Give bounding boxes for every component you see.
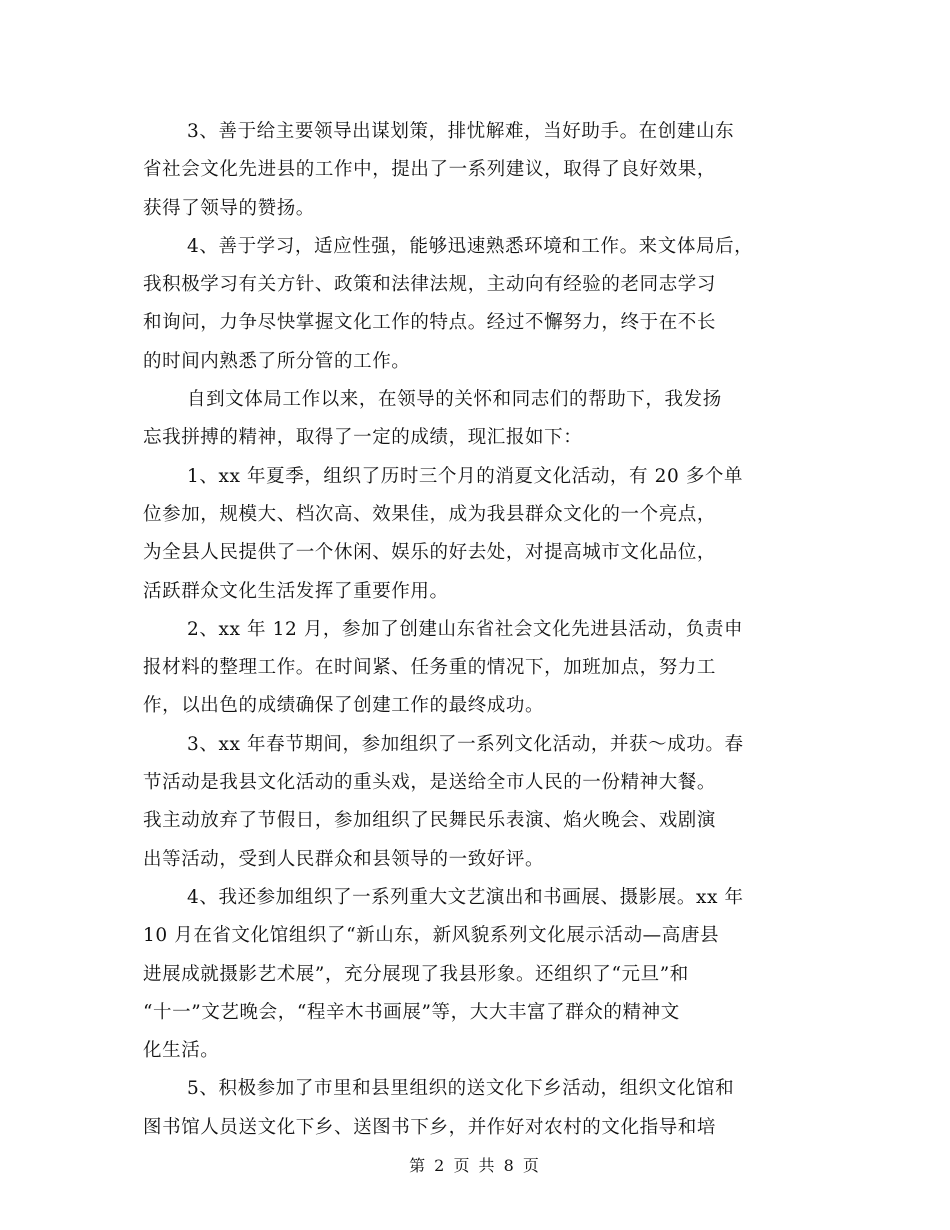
text-line: 3、xx 年春节期间，参加组织了一系列文化活动，并获～成功。春 xyxy=(187,733,744,755)
paragraph xyxy=(143,458,808,611)
text-line: 和询问，力争尽快掌握文化工作的特点。经过不懈努力，终于在不长 xyxy=(143,312,717,334)
paragraph xyxy=(143,1070,808,1147)
text-line: 忘我拼搏的精神，取得了一定的成绩，现汇报如下： xyxy=(143,427,583,449)
text-line: 活跃群众文化生活发挥了重要作用。 xyxy=(143,580,449,602)
text-line: 自到文体局工作以来，在领导的关怀和同志们的帮助下，我发扬 xyxy=(187,389,722,411)
paragraph xyxy=(143,611,808,726)
paragraph xyxy=(143,879,808,1070)
text-line: 节活动是我县文化活动的重头戏，是送给全市人民的一份精神大餐。 xyxy=(143,772,717,794)
paragraph xyxy=(143,381,808,458)
text-line: 10 月在省文化馆组织了“新山东，新风貌系列文化展示活动—高唐县 xyxy=(143,925,720,947)
text-line: 获得了领导的赞扬。 xyxy=(143,197,315,219)
text-line: 2、xx 年 12 月，参加了创建山东省社会文化先进县活动，负责申 xyxy=(187,618,744,640)
text-line: “十一”文艺晚会，“程辛木书画展”等，大大丰富了群众的精神文 xyxy=(143,1001,680,1023)
text-line: 图书馆人员送文化下乡、送图书下乡，并作好对农村的文化指导和培 xyxy=(143,1116,717,1138)
text-line: 我积极学习有关方针、政策和法律法规，主动向有经验的老同志学习 xyxy=(143,274,717,296)
text-line: 5、积极参加了市里和县里组织的送文化下乡活动，组织文化馆和 xyxy=(187,1078,735,1100)
paragraph xyxy=(143,726,808,879)
text-line: 4、我还参加组织了一系列重大文艺演出和书画展、摄影展。xx 年 xyxy=(187,886,744,908)
text-line: 4、善于学习，适应性强，能够迅速熟悉环境和工作。来文体局后， xyxy=(187,235,754,257)
text-line: 化生活。 xyxy=(143,1040,220,1062)
text-line: 省社会文化先进县的工作中，提出了一系列建议，取得了良好效果， xyxy=(143,159,717,181)
text-line: 为全县人民提供了一个休闲、娱乐的好去处，对提高城市文化品位， xyxy=(143,542,717,564)
text-line: 进展成就摄影艺术展”，充分展现了我县形象。还组织了“元旦”和 xyxy=(143,963,689,985)
text-line: 位参加，规模大、档次高、效果佳，成为我县群众文化的一个亮点， xyxy=(143,503,717,525)
page-footer: 第 2 页 共 8 页 xyxy=(409,1156,541,1175)
text-line: 3、善于给主要领导出谋划策，排忧解难，当好助手。在创建山东 xyxy=(187,121,735,142)
text-line: 我主动放弃了节假日，参加组织了民舞民乐表演、焰火晚会、戏剧演 xyxy=(143,810,717,832)
paragraph xyxy=(143,113,808,228)
text-line: 作，以出色的成绩确保了创建工作的最终成功。 xyxy=(143,695,545,717)
text-line: 的时间内熟悉了所分管的工作。 xyxy=(143,350,411,372)
text-line: 报材料的整理工作。在时间紧、任务重的情况下，加班加点，努力工 xyxy=(143,657,717,679)
document-body xyxy=(143,113,808,1147)
text-line: 出等活动，受到人民群众和县领导的一致好评。 xyxy=(143,848,545,870)
text-line: 1、xx 年夏季，组织了历时三个月的消夏文化活动，有 20 多个单 xyxy=(187,465,744,487)
paragraph xyxy=(143,228,808,381)
